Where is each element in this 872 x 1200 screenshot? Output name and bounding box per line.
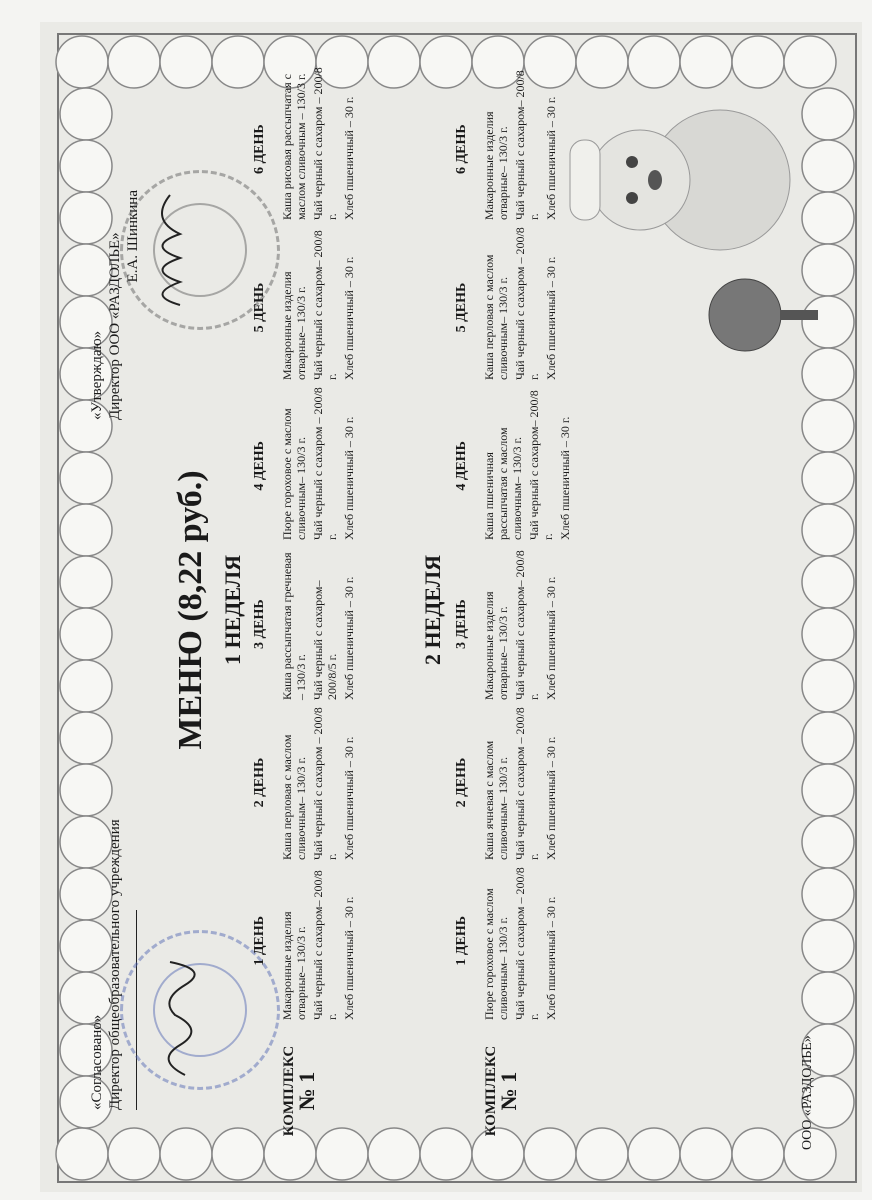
menu-item: Пюре гороховое с маслом сливочным– 130/3 г. — [482, 888, 510, 1020]
week-1-complex — [280, 1026, 319, 1156]
approved-name: Е.А. Шинкина — [125, 190, 141, 283]
day-header: 2 ДЕНЬ — [252, 757, 267, 808]
menu-item: Хлеб пшеничный – 30 г. — [558, 416, 572, 540]
menu-item: Хлеб пшеничный – 30 г. — [342, 736, 356, 860]
day-header: 4 ДЕНЬ — [252, 441, 267, 491]
menu-item: Хлеб пшеничный – 30 г. — [544, 736, 558, 860]
menu-item: Хлеб пшеничный – 30 г. — [342, 416, 356, 540]
menu-item: Макаронные изделия отварные– 130/3 г. — [482, 591, 510, 700]
complex-label: КОМПЛЕКС — [281, 1045, 297, 1137]
menu-item: Чай черный с сахаром– 200/8 г. — [527, 390, 555, 540]
complex-number: № 1 — [294, 1071, 319, 1111]
menu-cell — [280, 380, 359, 540]
approved-label: «Утверждаю» — [89, 330, 105, 420]
menu-item: Пюре гороховое с маслом сливочным– 130/3 г. — [280, 408, 308, 540]
menu-cell — [280, 220, 359, 380]
week-1-menu — [280, 60, 359, 1020]
day-header: 1 ДЕНЬ — [252, 916, 267, 966]
day-header: 3 ДЕНЬ — [454, 599, 469, 649]
day-header: 5 ДЕНЬ — [454, 282, 469, 333]
menu-cell — [280, 700, 359, 860]
complex-number: № 1 — [496, 1071, 521, 1111]
menu-item: Хлеб пшеничный – 30 г. — [544, 896, 558, 1020]
menu-item: Макаронные изделия отварные– 130/3 г. — [280, 271, 308, 380]
menu-item: Хлеб пшеничный – 30 г. — [342, 576, 356, 700]
menu-cell — [280, 540, 359, 700]
menu-item: Чай черный с сахаром – 200/8 г. — [311, 387, 339, 540]
menu-item: Чай черный с сахаром– 200/8 г. — [311, 230, 339, 380]
day-header: 2 ДЕНЬ — [454, 757, 469, 808]
day-header: 5 ДЕНЬ — [252, 282, 267, 333]
menu-title: МЕНЮ (8,22 руб.) — [172, 470, 209, 750]
menu-item: Чай черный с сахаром – 200/8 г. — [311, 707, 339, 860]
agreed-title: Директор общеобразовательного учреждения — [107, 819, 123, 1110]
menu-item: Чай черный с сахаром – 200/8 г. — [513, 227, 541, 380]
menu-item: Каша рассыпчатая гречневая – 130/3 г. — [280, 552, 308, 700]
menu-item: Каша перловая с маслом сливочным– 130/3 г. — [482, 254, 510, 380]
week-2-complex — [482, 1026, 521, 1156]
day-header: 1 ДЕНЬ — [454, 916, 469, 966]
menu-item: Чай черный с сахаром– 200/8 г. — [311, 870, 339, 1020]
menu-item: Хлеб пшеничный – 30 г. — [342, 896, 356, 1020]
menu-item: Каша перловая с маслом сливочным– 130/3 г. — [280, 734, 308, 860]
menu-item: Хлеб пшеничный – 30 г. — [544, 256, 558, 380]
frying-pan-illustration — [700, 270, 820, 360]
menu-item: Хлеб пшеничный – 30 г. — [342, 96, 356, 220]
menu-item: Чай черный с сахаром – 200/8 г. — [513, 707, 541, 860]
day-header: 3 ДЕНЬ — [252, 599, 267, 649]
week-2-days — [454, 70, 470, 1020]
menu-cell — [280, 60, 359, 220]
company-footer: ООО «РАЗДОЛЬЕ» — [800, 1035, 815, 1150]
chef-bear-illustration — [560, 80, 800, 280]
menu-item: Хлеб пшеничный – 30 г. — [544, 96, 558, 220]
menu-item: Каша пшеничная рассыпчатая с маслом сливочным– 130/3 г. — [482, 427, 524, 540]
menu-item: Чай черный с сахаром– 200/8 г. — [513, 550, 541, 700]
week-1-title: 1 НЕДЕЛЯ — [220, 554, 245, 666]
menu-item: Каша рисовая рассыпчатая с маслом сливочным – 130/3 г. — [280, 73, 308, 220]
week-1-days — [252, 70, 268, 1020]
menu-cell — [482, 540, 575, 700]
day-header: 6 ДЕНЬ — [252, 124, 267, 175]
day-header: 6 ДЕНЬ — [454, 124, 469, 175]
menu-cell — [482, 380, 575, 540]
menu-item: Макаронные изделия отварные– 130/3 г. — [482, 111, 510, 220]
menu-item: Чай черный с сахаром – 200/8 г. — [311, 67, 339, 220]
menu-item: Каша ячневая с маслом сливочным– 130/3 г. — [482, 740, 510, 860]
menu-item: Чай черный с сахаром – 200/8 г. — [513, 867, 541, 1020]
menu-cell — [482, 860, 575, 1020]
day-header: 4 ДЕНЬ — [454, 441, 469, 491]
menu-cell — [482, 700, 575, 860]
menu-item: Хлеб пшеничный – 30 г. — [544, 576, 558, 700]
menu-item: Чай черный с сахаром– 200/8/5 г. — [311, 580, 339, 700]
approved-title: Директор ООО «РАЗДОЛЬЕ» — [107, 232, 123, 420]
menu-item: Хлеб пшеничный – 30 г. — [342, 256, 356, 380]
week-2-title: 2 НЕДЕЛЯ — [420, 554, 445, 666]
menu-cell — [280, 860, 359, 1020]
menu-sheet — [80, 60, 860, 1160]
complex-label: КОМПЛЕКС — [483, 1045, 499, 1137]
menu-item: Макаронные изделия отварные– 130/3 г. — [280, 911, 308, 1020]
menu-item: Чай черный с сахаром– 200/8 г. — [513, 70, 541, 220]
agreed-label: «Согласовано» — [89, 1014, 105, 1110]
